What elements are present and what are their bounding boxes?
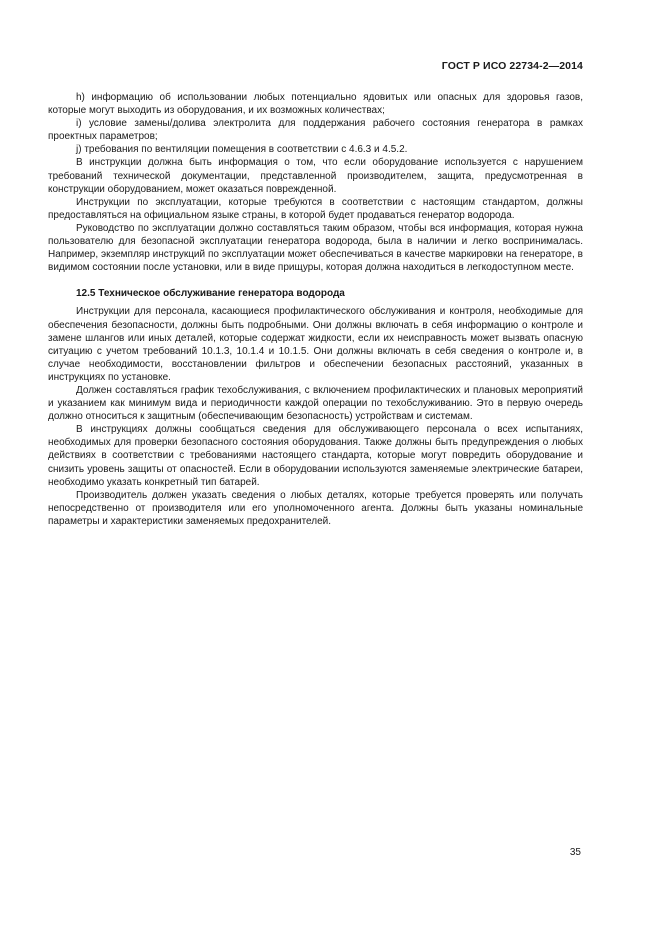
paragraph-maintenance-schedule: Должен составляться график техобслуживания, с включением профилактических и плановых мероприятий и указанием как минимум вида и периодичности каждой операции по техобслуживанию. Это в первую очередь должно относиться к защитным (обеспечивающим безопасность) устройствам и системам. [48, 384, 583, 423]
page-number: 35 [569, 847, 581, 858]
paragraph-maintenance-instructions: Инструкции для персонала, касающиеся профилактического обслуживания и контроля, необходимые для обеспечения безопасности, должны быть подробными. Они должны включать в себя информацию о контроле и замене шлангов или иных деталей, которые содержат жидкости, если их неисправность может вызвать опасную ситуацию с учетом требований 10.1.3, 10.1.4 и 10.1.5. Они должны включать в себя сведения о контроле и, в случае необходимости, восстановлении фильтров и обеспечении безопасных расстояний, указанных в инструкциях по установке. [48, 306, 583, 383]
paragraph-protection-warning: В инструкции должна быть информация о том, что если оборудование используется с нарушением требований технической документации, представленной производителем, защита, предусмотренная в конструкции оборудованием, может оказаться поврежденной. [48, 157, 583, 195]
paragraph-instruction-language: Инструкции по эксплуатации, которые требуются в соответствии с настоящим стандартом, должны предоставляться на официальном языке страны, в которой будет продаваться генератор водорода. [48, 196, 583, 221]
list-item-h: h) информацию об использовании любых потенциально ядовитых или опасных для здоровья газов, которые могут выходить из оборудования, и их возможных количествах; [48, 92, 583, 117]
list-item-j: j) требования по вентиляции помещения в соответствии с 4.6.3 и 4.5.2. [76, 144, 408, 156]
paragraph-safety-tests: В инструкциях должны сообщаться сведения для обслуживающего персонала о всех испытаниях, необходимых для проверки безопасного состояния оборудования. Также должны быть предупреждения о любых действиях в соответствии с требованиями настоящего стандарта, которые могут повредить оборудование и снизить уровень защиты от опасностей. Если в оборудовании используются заменяемые электрические батареи, необходимо указать конкретный тип батарей. [48, 424, 583, 488]
paragraph-parts-info: Производитель должен указать сведения о любых деталях, которые требуется проверять или получать непосредственно от производителя или его уполномоченного агента. Должны быть указаны номинальные параметры и характеристики заменяемых предохранителей. [48, 489, 583, 527]
document-header: ГОСТ Р ИСО 22734-2—2014 [441, 60, 583, 72]
paragraph-manual-format: Руководство по эксплуатации должно составляться таким образом, чтобы вся информация, которая нужна пользователю для безопасной эксплуатации генератора водорода, была в наличии и легко воспринималась. Например, экземпляр инструкций по эксплуатации может обеспечиваться в качестве маркировки на генераторе, в видимом состоянии после установки, или в виде прищуры, которая должна находиться в легкодоступном месте. [48, 222, 583, 274]
list-item-i: i) условие замены/долива электролита для поддержания рабочего состояния генератора в рамках проектных параметров; [48, 118, 583, 143]
document-body [48, 91, 583, 528]
section-heading: 12.5 Техническое обслуживание генератора водорода [76, 288, 345, 300]
